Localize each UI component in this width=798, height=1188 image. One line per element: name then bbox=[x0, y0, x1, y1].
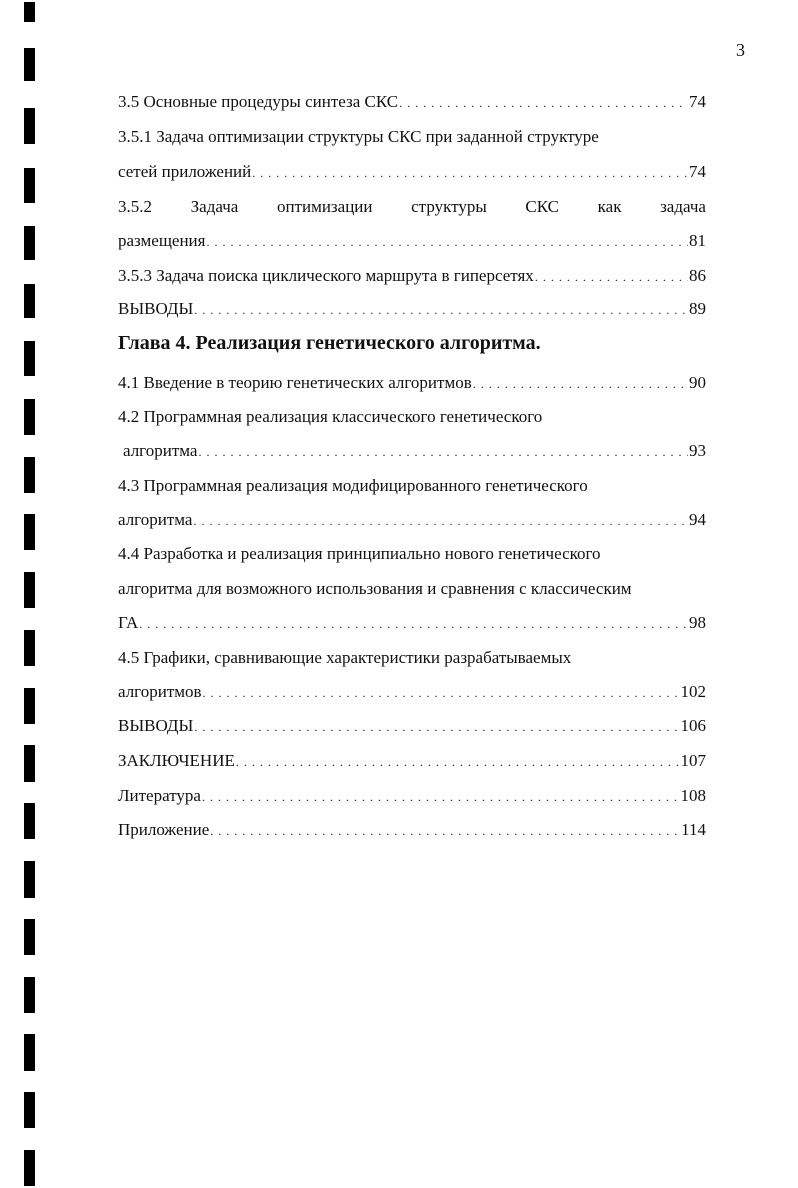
toc-word: структуры bbox=[411, 197, 487, 216]
toc-entry-page: 94 bbox=[689, 510, 706, 529]
toc-entry-title-cont: сетей приложений bbox=[118, 162, 252, 181]
dot-leader bbox=[399, 89, 688, 116]
toc-word: Задача bbox=[190, 197, 239, 216]
toc-entry-title: Приложение bbox=[118, 820, 210, 839]
dot-leader bbox=[193, 507, 688, 534]
binding-mark bbox=[24, 226, 35, 260]
dot-leader bbox=[210, 817, 680, 844]
dot-leader bbox=[194, 713, 679, 740]
toc-entry-page: 114 bbox=[681, 820, 706, 839]
binding-mark bbox=[24, 399, 35, 435]
toc-entry-title: ВЫВОДЫ bbox=[118, 299, 194, 318]
toc-entry-4-4-cont2[interactable] bbox=[118, 610, 706, 636]
dot-leader bbox=[203, 679, 680, 706]
page-number: 3 bbox=[736, 40, 745, 60]
toc-entry-4-1[interactable] bbox=[118, 370, 706, 396]
toc-entry-conclusions-4[interactable] bbox=[118, 713, 706, 739]
toc-entry-title: Литература bbox=[118, 786, 201, 805]
binding-mark bbox=[24, 108, 35, 144]
binding-mark bbox=[24, 1034, 35, 1071]
toc-entry-conclusion[interactable] bbox=[118, 748, 706, 774]
toc-entry-page: 74 bbox=[689, 162, 706, 181]
dot-leader bbox=[202, 783, 680, 810]
binding-mark bbox=[24, 745, 35, 782]
toc-entry-page: 107 bbox=[680, 751, 706, 770]
toc-entry-4-3[interactable] bbox=[118, 473, 706, 499]
toc-entry-3-5-2-cont[interactable] bbox=[118, 228, 706, 254]
binding-mark bbox=[24, 48, 35, 81]
toc-entry-page: 86 bbox=[689, 266, 706, 285]
toc-entry-page: 81 bbox=[689, 231, 706, 250]
dot-leader bbox=[236, 748, 680, 775]
binding-mark bbox=[24, 572, 35, 608]
toc-entry-page: 106 bbox=[680, 716, 706, 735]
dot-leader bbox=[194, 296, 688, 323]
toc-entry-title: 3.5 Основные процедуры синтеза СКС bbox=[118, 92, 399, 111]
toc-entry-conclusions-3[interactable] bbox=[118, 296, 706, 322]
binding-mark bbox=[24, 919, 35, 955]
toc-entry-3-5[interactable] bbox=[118, 89, 706, 115]
toc-entry-title: ЗАКЛЮЧЕНИЕ bbox=[118, 751, 235, 770]
dot-leader bbox=[252, 159, 688, 186]
toc-entry-title: 4.5 Графики, сравнивающие характеристики разрабатываемых bbox=[118, 648, 572, 667]
binding-mark bbox=[24, 977, 35, 1013]
toc-word: как bbox=[597, 197, 622, 216]
toc-entry-title-cont: алгоритма bbox=[123, 441, 198, 460]
toc-entry-title-cont: ГА bbox=[118, 613, 139, 632]
chapter-4-heading: Глава 4. Реализация генетического алгоритма. bbox=[118, 332, 541, 354]
toc-entry-3-5-1-cont[interactable] bbox=[118, 159, 706, 185]
toc-entry-page: 74 bbox=[689, 92, 706, 111]
toc-entry-4-3-cont[interactable] bbox=[118, 507, 706, 533]
toc-entry-appendix[interactable] bbox=[118, 817, 706, 843]
toc-entry-page: 93 bbox=[689, 441, 706, 460]
binding-mark bbox=[24, 514, 35, 550]
toc-entry-title-cont: алгоритма для возможного использования и сравнения с классическим bbox=[118, 579, 632, 598]
toc-entry-page: 102 bbox=[680, 682, 706, 701]
toc-entry-title: 3.5.3 Задача поиска циклического маршрута в гиперсетях bbox=[118, 266, 534, 285]
toc-entry-4-2-cont[interactable] bbox=[118, 438, 706, 464]
toc-entry-literature[interactable] bbox=[118, 783, 706, 809]
binding-mark bbox=[24, 861, 35, 898]
binding-mark bbox=[24, 630, 35, 666]
toc-entry-4-5[interactable] bbox=[118, 645, 706, 671]
toc-entry-4-2[interactable] bbox=[118, 404, 706, 430]
toc-entry-3-5-3[interactable] bbox=[118, 263, 706, 289]
dot-leader bbox=[198, 438, 688, 465]
binding-mark bbox=[24, 1150, 35, 1186]
binding-mark bbox=[24, 168, 35, 203]
binding-mark bbox=[24, 803, 35, 839]
toc-entry-title: ВЫВОДЫ bbox=[118, 716, 194, 735]
toc-entry-4-4-cont[interactable] bbox=[118, 576, 706, 602]
toc-entry-title: 4.1 Введение в теорию генетических алгоритмов bbox=[118, 373, 472, 392]
binding-mark bbox=[24, 457, 35, 493]
binding-mark bbox=[24, 688, 35, 724]
toc-entry-page: 108 bbox=[680, 786, 706, 805]
dot-leader bbox=[139, 610, 688, 637]
toc-word: 3.5.2 bbox=[118, 197, 152, 216]
toc-entry-title: 4.2 Программная реализация классического генетического bbox=[118, 407, 543, 426]
toc-entry-page: 89 bbox=[689, 299, 706, 318]
toc-word: задача bbox=[660, 197, 706, 216]
dot-leader bbox=[535, 263, 688, 290]
toc-entry-4-5-cont[interactable] bbox=[118, 679, 706, 705]
dot-leader bbox=[206, 228, 688, 255]
dot-leader bbox=[473, 370, 688, 397]
toc-entry-page: 90 bbox=[689, 373, 706, 392]
toc-entry-3-5-2[interactable] bbox=[118, 194, 706, 220]
toc-entry-title: 3.5.1 Задача оптимизации структуры СКС при заданной структуре bbox=[118, 127, 599, 146]
toc-entry-title: 4.4 Разработка и реализация принципиально нового генетического bbox=[118, 544, 601, 563]
toc-entry-title-cont: алгоритмов bbox=[118, 682, 202, 701]
binding-mark bbox=[24, 284, 35, 318]
toc-entry-title-cont: алгоритма bbox=[118, 510, 193, 529]
toc-entry-title: 4.3 Программная реализация модифицированного генетического bbox=[118, 476, 588, 495]
binding-marks bbox=[24, 0, 36, 1188]
binding-mark bbox=[24, 341, 35, 376]
binding-mark bbox=[24, 1092, 35, 1128]
toc-entry-page: 98 bbox=[689, 613, 706, 632]
binding-mark bbox=[24, 2, 35, 22]
toc-entry-4-4[interactable] bbox=[118, 541, 706, 567]
toc-entry-3-5-1[interactable] bbox=[118, 124, 706, 150]
toc-word: СКС bbox=[525, 197, 559, 216]
toc-word: оптимизации bbox=[276, 197, 373, 216]
toc-entry-title-cont: размещения bbox=[118, 231, 206, 250]
